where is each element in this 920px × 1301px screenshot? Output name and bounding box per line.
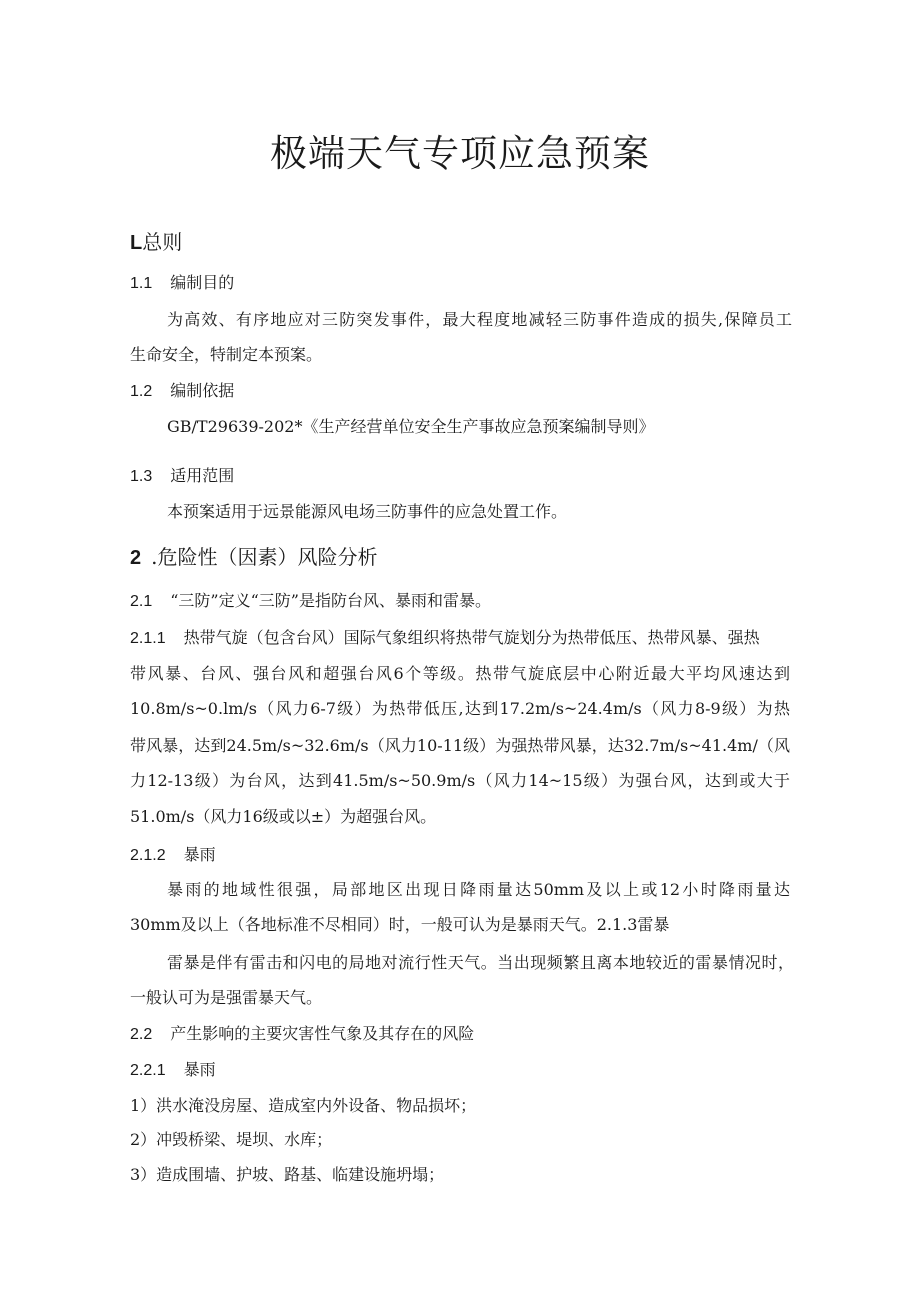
subsection-1-2-number: 1.2 — [130, 383, 153, 400]
section-2-number: 2 — [130, 547, 142, 569]
subsection-1-3-heading — [130, 466, 234, 487]
section-2-title: .危险性（因素）风险分析 — [151, 545, 378, 569]
paragraph-1-1-line-1: 为高效、有序地应对三防突发事件，最大程度地减轻三防事件造成的损失,保障员工 — [167, 310, 792, 329]
list-item: 3）造成围墙、护坡、路基、临建设施坍塌； — [130, 1165, 445, 1184]
subsection-2-2-1-heading — [130, 1060, 216, 1081]
subsection-2-1-1-text: 热带气旋（包含台风）国际气象组织将热带气旋划分为热带低压、热带风暴、强热 — [183, 628, 760, 647]
subsection-2-1-2-title: 暴雨 — [183, 845, 216, 864]
paragraph-2-1-1-line-5: 力12-13级）为台风，达到41.5m/s~50.9m/s（风力14~15级）为强台风，达到或大于 — [130, 771, 790, 790]
subsection-2-1-number: 2.1 — [130, 593, 153, 610]
list-item: 1）洪水淹没房屋、造成室内外设备、物品损坏； — [130, 1096, 477, 1115]
subsection-1-1-title: 编制目的 — [170, 273, 235, 292]
paragraph-1-2: GB/T29639-202*《生产经营单位安全生产事故应急预案编制导则》 — [167, 417, 655, 436]
subsection-2-1-text: “三防”定义“三防”是指防台风、暴雨和雷暴。 — [170, 591, 491, 610]
subsection-2-1-1-line-1 — [130, 628, 790, 649]
subsection-2-2-1-title: 暴雨 — [183, 1060, 216, 1079]
subsection-1-1-heading — [130, 273, 234, 294]
paragraph-2-1-1-line-2: 带风暴、台风、强台风和超强台风6个等级。热带气旋底层中心附近最大平均风速达到 — [130, 664, 790, 683]
paragraph-1-3: 本预案适用于远景能源风电场三防事件的应急处置工作。 — [167, 502, 568, 521]
subsection-1-2-title: 编制依据 — [170, 381, 235, 400]
subsection-1-1-number: 1.1 — [130, 275, 153, 292]
subsection-1-3-number: 1.3 — [130, 468, 153, 485]
list-item: 2）冲毁桥梁、堤坝、水库； — [130, 1130, 333, 1149]
paragraph-2-1-3-line-2: 一般认可为是强雷暴天气。 — [130, 988, 323, 1007]
subsection-2-2-title: 产生影响的主要灾害性气象及其存在的风险 — [170, 1024, 475, 1043]
paragraph-2-1-1-line-4: 带风暴，达到24.5m/s~32.6m/s（风力10-11级）为强热带风暴，达32.7m/s~41.4m/（风 — [130, 736, 790, 755]
subsection-1-3-title: 适用范围 — [170, 466, 235, 485]
subsection-2-2-1-number: 2.2.1 — [130, 1062, 166, 1079]
document-title: 极端天气专项应急预案 — [270, 132, 650, 175]
paragraph-2-1-2-line-1: 暴雨的地域性很强，局部地区出现日降雨量达50mm及以上或12小时降雨量达 — [167, 880, 790, 899]
paragraph-2-1-1-line-6: 51.0m/s（风力16级或以±）为超强台风。 — [130, 807, 437, 826]
section-1-number: L — [130, 232, 143, 254]
section-2-heading — [130, 544, 377, 571]
subsection-2-1-2-number: 2.1.2 — [130, 847, 166, 864]
subsection-1-2-heading — [130, 381, 234, 402]
subsection-2-2-heading — [130, 1024, 474, 1045]
paragraph-2-1-1-line-3: 10.8m/s~0.lm/s（风力6-7级）为热带低压,达到17.2m/s~24.4m/s（风力8-9级）为热 — [130, 699, 790, 718]
section-1-title: 总则 — [142, 230, 183, 254]
subsection-2-1 — [130, 591, 491, 612]
section-1-heading — [130, 229, 182, 256]
subsection-2-2-number: 2.2 — [130, 1026, 153, 1043]
paragraph-1-1-line-2: 生命安全，特制定本预案。 — [130, 345, 323, 364]
paragraph-2-1-3-line-1: 雷暴是伴有雷击和闪电的局地对流行性天气。当出现频繁且离本地较近的雷暴情况时， — [167, 953, 794, 972]
paragraph-2-1-2-line-2: 30mm及以上（各地标准不尽相同）时，一般可认为是暴雨天气。2.1.3雷暴 — [130, 915, 670, 934]
subsection-2-1-1-number: 2.1.1 — [130, 630, 166, 647]
subsection-2-1-2-heading — [130, 845, 216, 866]
